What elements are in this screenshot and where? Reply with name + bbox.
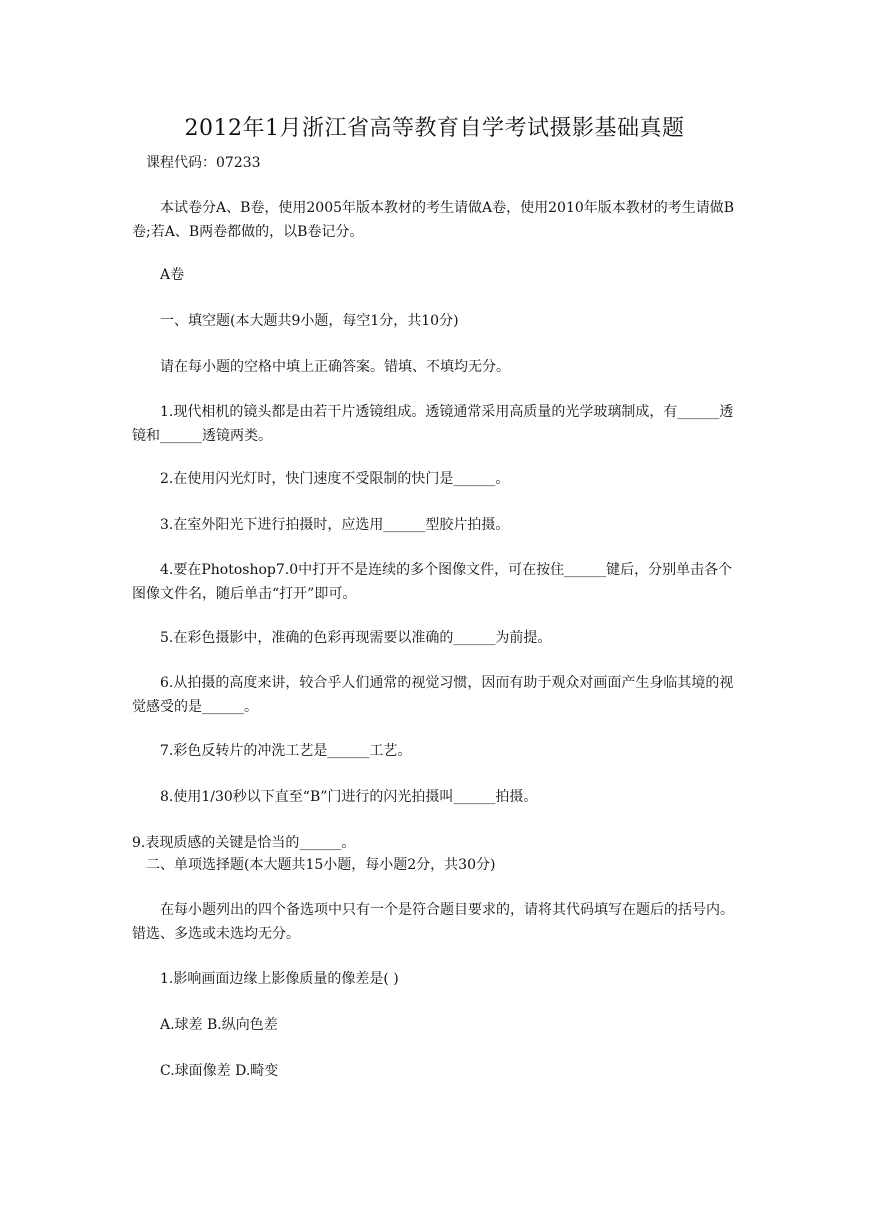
fill-question: 2.在使用闪光灯时，快门速度不受限制的快门是______。	[160, 471, 510, 487]
intro-paragraph: 本试卷分A、B卷，使用2005年版本教材的考生请做A卷，使用2010年版本教材的考生请做B卷;若A、B两卷都做的，以B卷记分。	[132, 200, 735, 240]
fill-question: 8.使用1/30秒以下直至“B”门进行的闪光拍摄叫______拍摄。	[160, 789, 538, 805]
section2-heading: 二、单项选择题(本大题共15小题，每小题2分，共30分)	[146, 857, 496, 873]
choice-options: C.球面像差 D.畸变	[160, 1063, 279, 1079]
course-code: 课程代码：07233	[146, 155, 261, 171]
paper-a-heading: A卷	[160, 267, 185, 283]
fill-question: 4.要在Photoshop7.0中打开不是连续的多个图像文件，可在按住______键后，分别单击各个图像文件名，随后单击“打开”即可。	[132, 562, 733, 602]
section1-instruction: 请在每小题的空格中填上正确答案。错填、不填均无分。	[160, 359, 510, 375]
section1-heading: 一、填空题(本大题共9小题，每空1分，共10分)	[160, 313, 459, 329]
choice-options: A.球差 B.纵向色差	[160, 1017, 278, 1033]
fill-question: 1.现代相机的镜头都是由若干片透镜组成。透镜通常采用高质量的光学玻璃制成，有______透镜和______透镜两类。	[132, 404, 734, 444]
fill-question: 3.在室外阳光下进行拍摄时，应选用______型胶片拍摄。	[160, 517, 510, 533]
fill-question: 7.彩色反转片的冲洗工艺是______工艺。	[160, 743, 412, 759]
fill-question: 5.在彩色摄影中，准确的色彩再现需要以准确的______为前提。	[160, 630, 552, 646]
fill-question: 9.表现质感的关键是恰当的______。	[132, 835, 356, 851]
fill-question: 6.从拍摄的高度来讲，较合乎人们通常的视觉习惯，因而有助于观众对画面产生身临其境的视觉感受的是______。	[132, 675, 734, 715]
section2-instruction: 在每小题列出的四个备选项中只有一个是符合题目要求的，请将其代码填写在题后的括号内。错选、多选或未选均无分。	[132, 902, 734, 942]
choice-question: 1.影响画面边缘上影像质量的像差是( )	[160, 971, 399, 987]
page-title: 2012年1月浙江省高等教育自学考试摄影基础真题	[184, 116, 685, 141]
